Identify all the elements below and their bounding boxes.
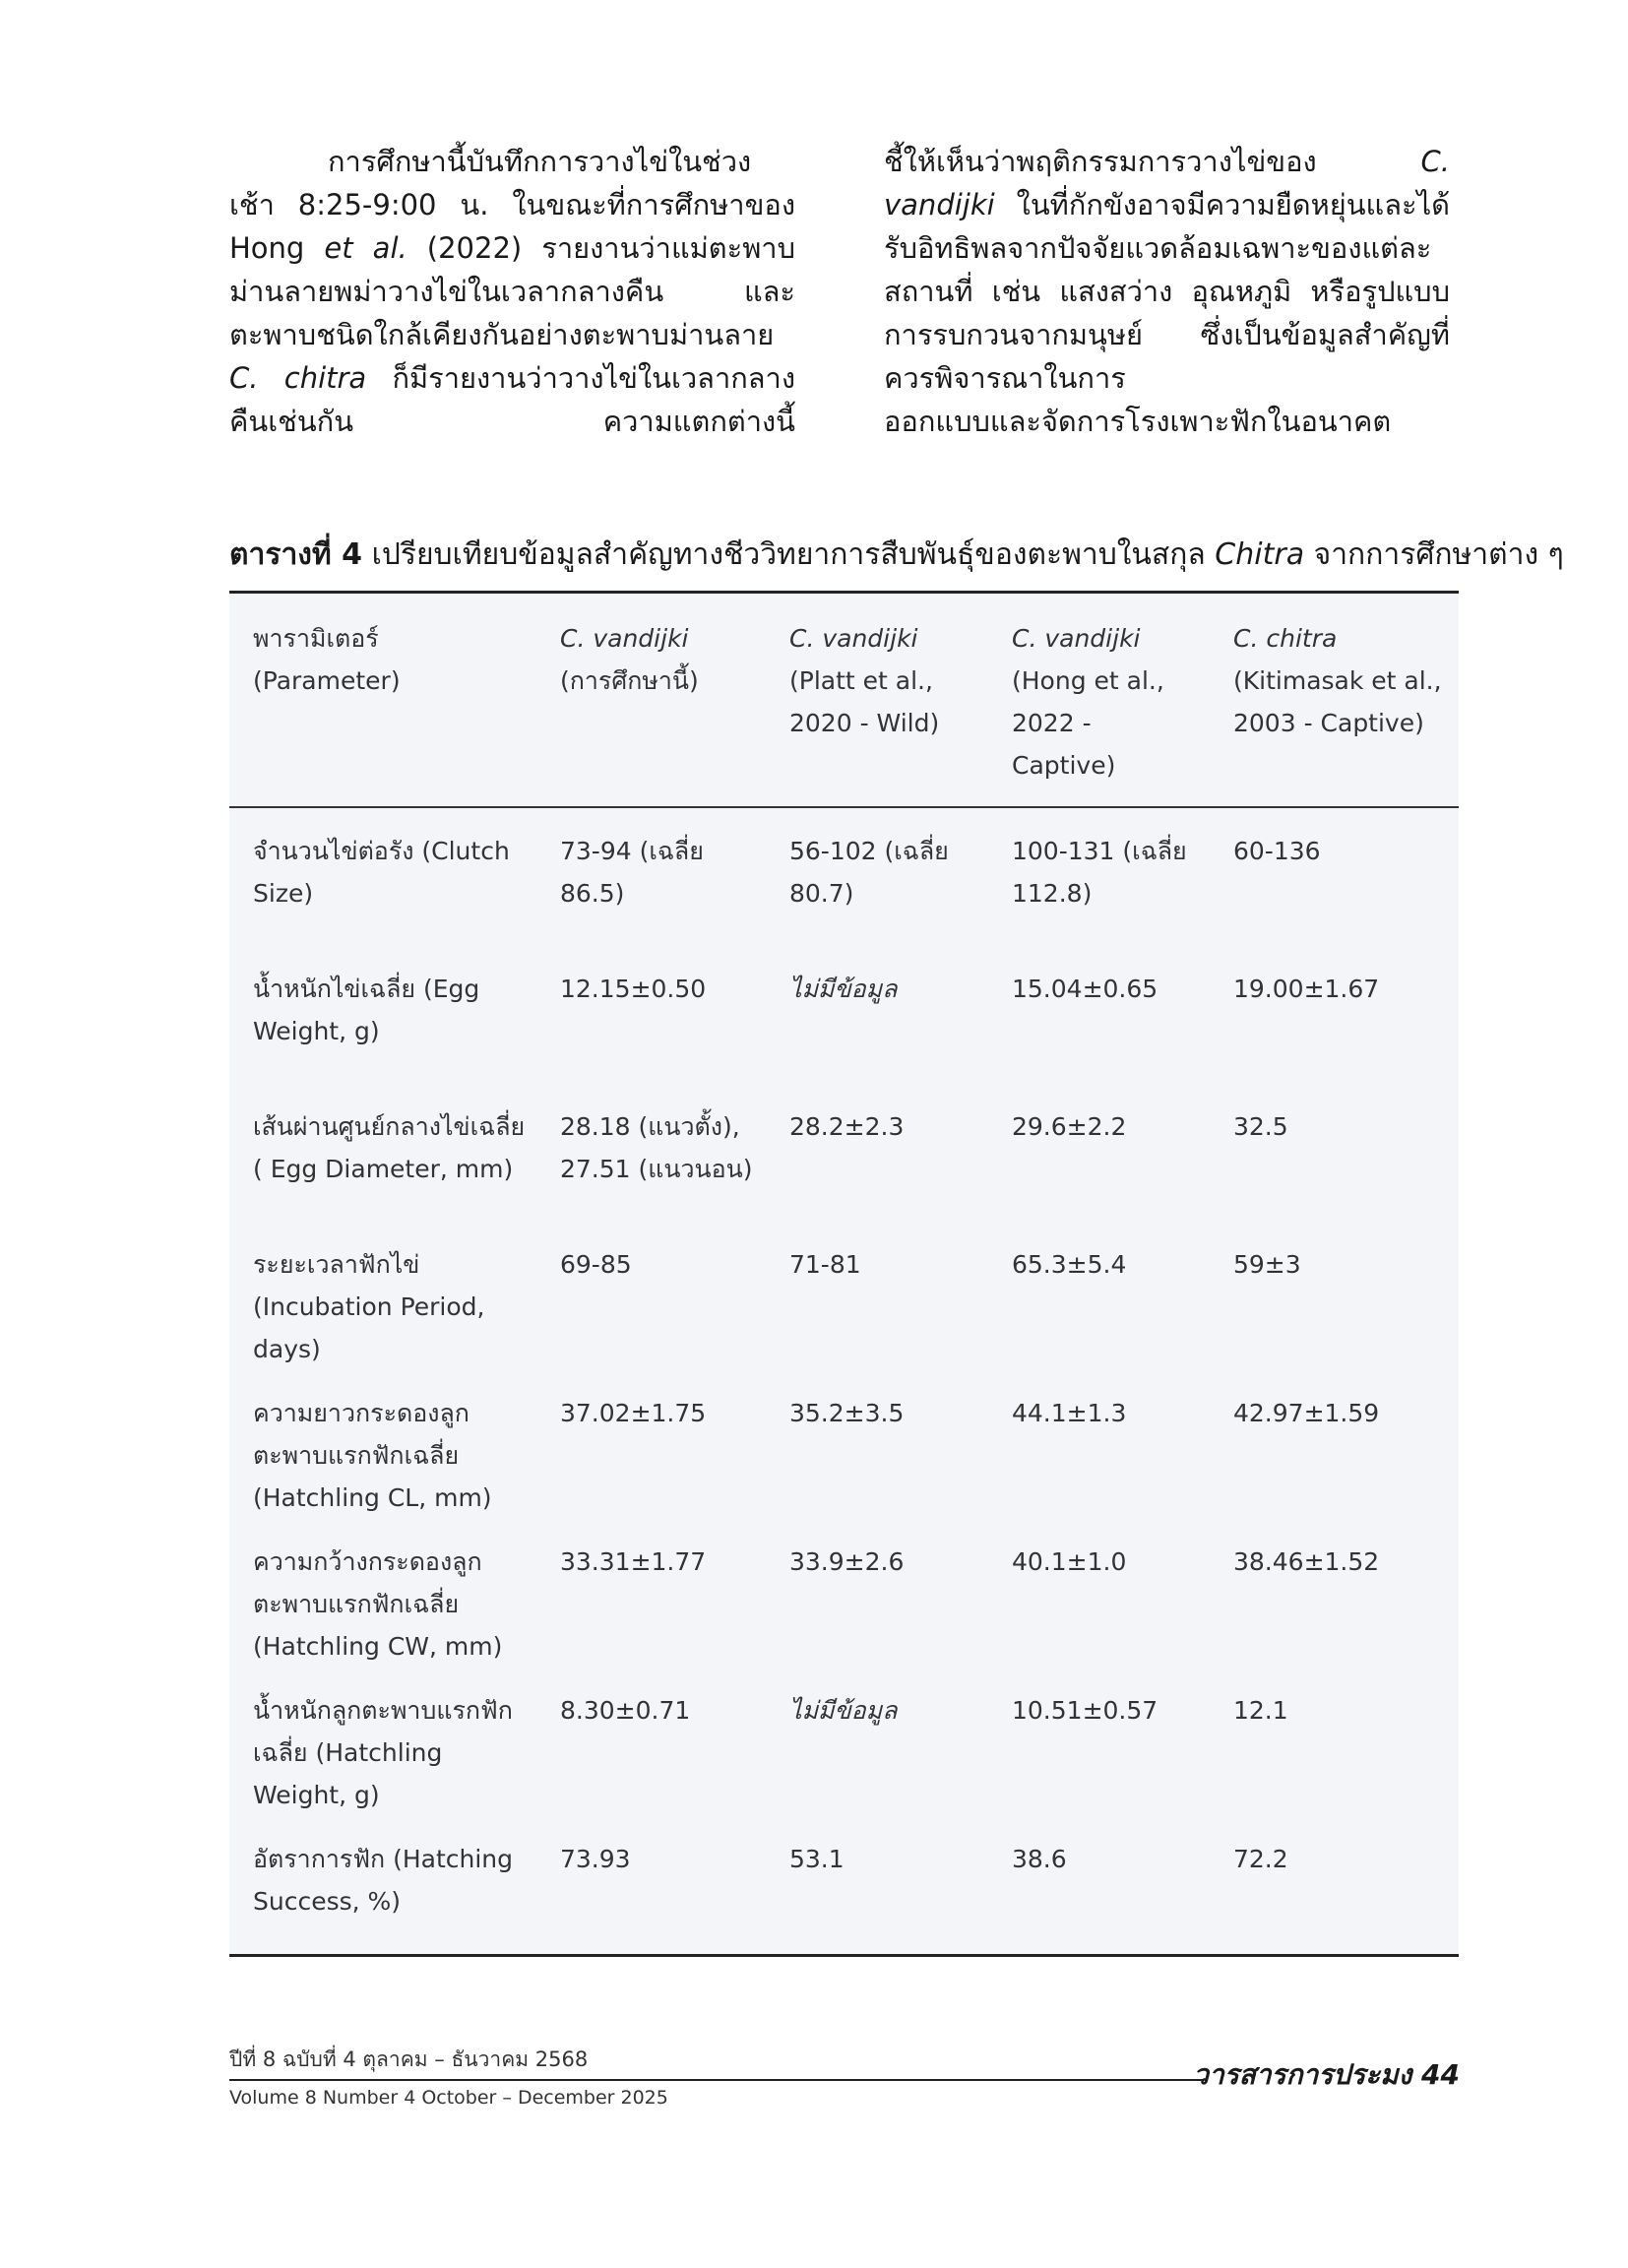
table-row bbox=[229, 1370, 1459, 1519]
table-header-row bbox=[229, 594, 1459, 807]
header-platt-2020: C. vandijki (Platt et al., 2020 - Wild) bbox=[789, 624, 940, 737]
cell-value: 37.02±1.75 bbox=[560, 1399, 707, 1427]
table-row bbox=[229, 946, 1459, 1084]
italic-citation: et al. bbox=[324, 231, 407, 265]
cell-value: 40.1±1.0 bbox=[1012, 1547, 1127, 1576]
cell-value: 29.6±2.2 bbox=[1012, 1112, 1127, 1141]
text-segment: ในที่กักขังอาจมีความยืดหยุ่นและได้รับอิทธิพลจากปัจจัยแวดล้อมเฉพาะของแต่ละสถานที่ เช่น แสงสว่าง อุณหภูมิ หรือรูปแบบการรบกวนจากมนุษย์ ซึ่งเป็นข้อมูลสำคัญที่ควรพิจารณาในการ bbox=[884, 188, 1450, 395]
cell-value: 10.51±0.57 bbox=[1012, 1696, 1158, 1725]
cell-value: 38.46±1.52 bbox=[1233, 1547, 1380, 1576]
cell-value: 44.1±1.3 bbox=[1012, 1399, 1127, 1427]
table-row bbox=[229, 1084, 1459, 1222]
english-volume-info: Volume 8 Number 4 October – December 2025 bbox=[229, 2087, 668, 2109]
caption-text: เปรียบเทียบข้อมูลสำคัญทางชีววิทยาการสืบพันธุ์ของตะพาบในสกุล bbox=[362, 537, 1216, 572]
cell-value: 35.2±3.5 bbox=[789, 1399, 905, 1427]
table-row bbox=[229, 1668, 1459, 1816]
text-segment: ก็มีรายงานว่าวางไข่ในเวลากลางคืนเช่นกัน ความแตกต่างนี้ bbox=[229, 361, 795, 438]
cell-value: 72.2 bbox=[1233, 1845, 1288, 1873]
cell-value: 60-136 bbox=[1233, 837, 1321, 865]
cell-value: 100-131 (เฉลี่ย 112.8) bbox=[1012, 837, 1187, 908]
text-segment: ชี้ให้เห็นว่าพฤติกรรมการวางไข่ของ bbox=[884, 145, 1421, 178]
cell-value: 33.9±2.6 bbox=[789, 1547, 905, 1576]
footer-rule bbox=[229, 2079, 1204, 2081]
table-row bbox=[229, 807, 1459, 946]
cell-value: 42.97±1.59 bbox=[1233, 1399, 1380, 1427]
table-row bbox=[229, 1222, 1459, 1370]
cell-value: 65.3±5.4 bbox=[1012, 1250, 1127, 1279]
header-kitimasak-2003: C. chitra (Kitimasak et al., 2003 - Captive) bbox=[1233, 624, 1442, 737]
cell-parameter: ความกว้างกระดองลูกตะพาบแรกฟักเฉลี่ย (Hatchling CW, mm) bbox=[253, 1547, 503, 1661]
species-name: C. vandijki bbox=[884, 145, 1450, 221]
cell-parameter: จำนวนไข่ต่อรัง (Clutch Size) bbox=[253, 837, 510, 908]
cell-value: 32.5 bbox=[1233, 1112, 1288, 1141]
cell-value: 28.18 (แนวตั้ง), 27.51 (แนวนอน) bbox=[560, 1112, 753, 1183]
cell-parameter: ความยาวกระดองลูกตะพาบแรกฟักเฉลี่ย (Hatchling CL, mm) bbox=[253, 1399, 492, 1512]
cell-value: 19.00±1.67 bbox=[1233, 975, 1380, 1003]
genus-name: Chitra bbox=[1215, 537, 1305, 572]
comparison-table bbox=[229, 591, 1459, 1957]
journal-name-page-number: วารสารการประมง 44 bbox=[1193, 2058, 1460, 2091]
table-number: ตารางที่ 4 bbox=[229, 537, 363, 572]
cell-no-data: ไม่มีข้อมูล bbox=[789, 975, 898, 1003]
header-this-study: C. vandijki (การศึกษานี้) bbox=[560, 624, 699, 695]
paragraph-left bbox=[229, 140, 795, 443]
thai-volume-info: ปีที่ 8 ฉบับที่ 4 ตุลาคม – ธันวาคม 2568 bbox=[229, 2048, 589, 2071]
cell-value: 15.04±0.65 bbox=[1012, 975, 1158, 1003]
cell-value: 8.30±0.71 bbox=[560, 1696, 691, 1725]
cell-value: 73-94 (เฉลี่ย 86.5) bbox=[560, 837, 704, 908]
cell-value: 12.15±0.50 bbox=[560, 975, 707, 1003]
header-hong-2022: C. vandijki (Hong et al., 2022 - Captive) bbox=[1012, 624, 1164, 780]
table-row bbox=[229, 1519, 1459, 1668]
paragraph-last-line: ออกแบบและจัดการโรงเพาะฟักในอนาคต bbox=[884, 405, 1392, 438]
text-segment: (2022) รายงานว่าแม่ตะพาบม่านลายพม่าวางไข่ในเวลากลางคืน และตะพาบชนิดใกล้เคียงกันอย่างตะพาบม่านลาย bbox=[229, 231, 795, 351]
cell-parameter: ระยะเวลาฟักไข่ (Incubation Period, days) bbox=[253, 1250, 485, 1363]
cell-value: 59±3 bbox=[1233, 1250, 1301, 1279]
cell-value: 56-102 (เฉลี่ย 80.7) bbox=[789, 837, 949, 908]
cell-value: 71-81 bbox=[789, 1250, 861, 1279]
cell-value: 28.2±2.3 bbox=[789, 1112, 905, 1141]
cell-value: 12.1 bbox=[1233, 1696, 1288, 1725]
cell-value: 53.1 bbox=[789, 1845, 845, 1873]
species-name: C. chitra bbox=[229, 361, 367, 395]
header-parameter: พารามิเตอร์ (Parameter) bbox=[253, 624, 401, 695]
cell-value: 73.93 bbox=[560, 1845, 631, 1873]
cell-no-data: ไม่มีข้อมูล bbox=[789, 1696, 898, 1725]
cell-parameter: น้ำหนักลูกตะพาบแรกฟักเฉลี่ย (Hatchling Weight, g) bbox=[253, 1696, 513, 1809]
cell-value: 69-85 bbox=[560, 1250, 632, 1279]
cell-value: 38.6 bbox=[1012, 1845, 1067, 1873]
table-caption bbox=[229, 536, 1564, 575]
table-row bbox=[229, 1816, 1459, 1956]
paragraph-right bbox=[884, 140, 1450, 443]
caption-text: จากการศึกษาต่าง ๆ bbox=[1304, 537, 1564, 572]
cell-parameter: เส้นผ่านศูนย์กลางไข่เฉลี่ย ( Egg Diameter, mm) bbox=[253, 1112, 526, 1183]
cell-parameter: อัตราการฟัก (Hatching Success, %) bbox=[253, 1845, 514, 1916]
text-segment: การศึกษานี้บันทึกการวางไข่ในช่วงเช้า 8:25-9:00 น. ในขณะที่การศึกษาของ Hong bbox=[229, 145, 795, 265]
cell-value: 33.31±1.77 bbox=[560, 1547, 707, 1576]
cell-parameter: น้ำหนักไข่เฉลี่ย (Egg Weight, g) bbox=[253, 975, 480, 1045]
